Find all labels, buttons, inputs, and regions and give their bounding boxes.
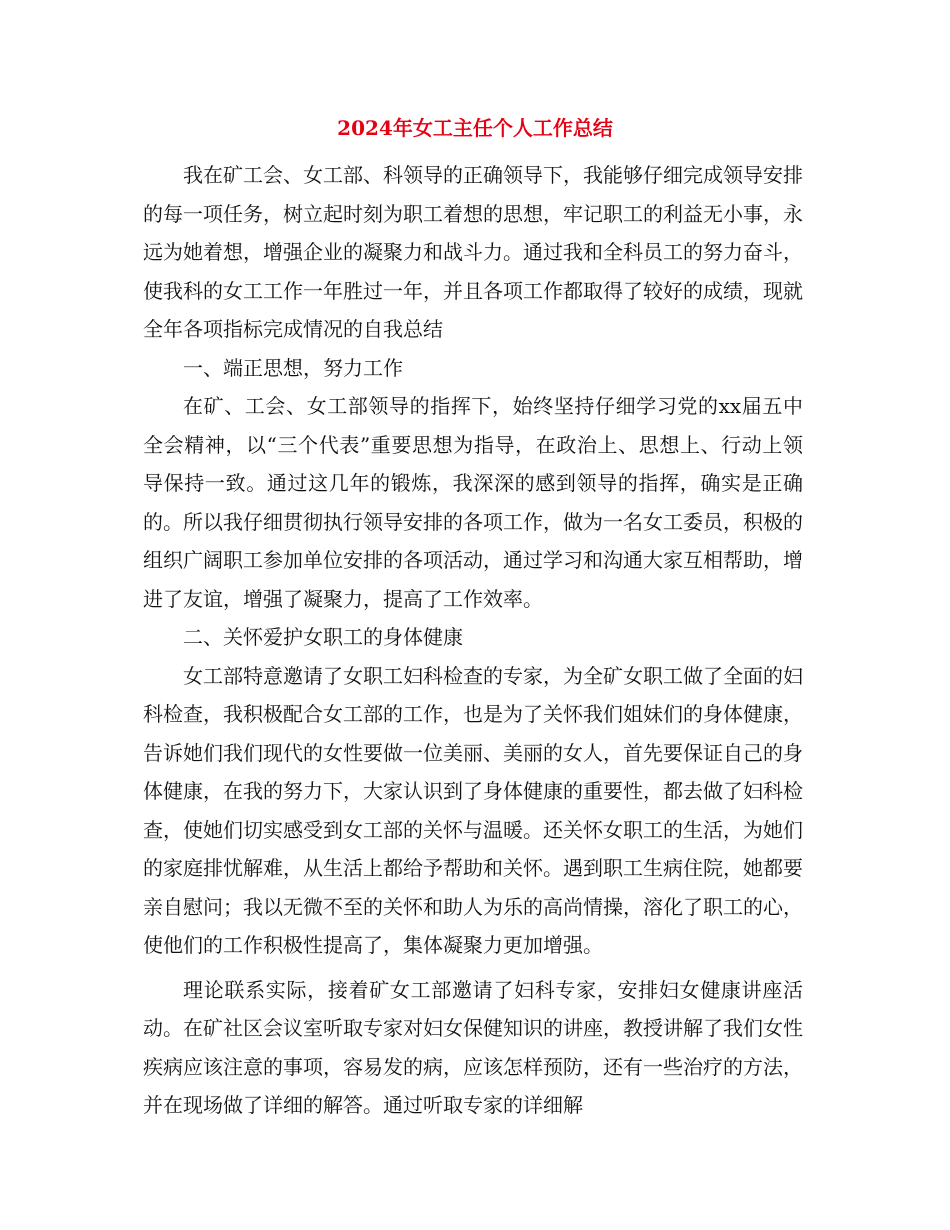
document-body <box>143 156 803 1125</box>
paragraph-health-lecture: 理论联系实际，接着矿女工部邀请了妇科专家，安排妇女健康讲座活动。在矿社区会议室听取专家对妇女保健知识的讲座，教授讲解了我们女性疾病应该注意的事项，容易发的病，应该怎样预防，还有一些治疗的方法，并在现场做了详细的解答。通过听取专家的详细解 <box>143 977 803 1117</box>
section-heading-2: 二、关怀爱护女职工的身体健康 <box>183 625 463 649</box>
paragraph-intro: 我在矿工会、女工部、科领导的正确领导下，我能够仔细完成领导安排的每一项任务，树立起时刻为职工着想的思想，牢记职工的利益无小事，永远为她着想，增强企业的凝聚力和战斗力。通过我和全科员工的努力奋斗，使我科的女工工作一年胜过一年，并且各项工作都取得了较好的成绩，现就全年各项指标完成情况的自我总结 <box>143 163 803 341</box>
paragraph-section-1: 在矿、工会、女工部领导的指挥下，始终坚持仔细学习党的xx届五中全会精神，以“三个代表”重要思想为指导，在政治上、思想上、行动上领导保持一致。通过这几年的锻炼，我深深的感到领导的指挥，确实是正确的。所以我仔细贯彻执行领导安排的各项工作，做为一名女工委员，积极的组织广阔职工参加单位安排的各项活动，通过学习和沟通大家互相帮助，增进了友谊，增强了凝聚力，提高了工作效率。 <box>143 394 803 611</box>
paragraph-section-2: 女工部特意邀请了女职工妇科检查的专家，为全矿女职工做了全面的妇科检查，我积极配合女工部的工作，也是为了关怀我们姐妹们的身体健康，告诉她们我们现代的女性要做一位美丽、美丽的女人，首先要保证自己的身体健康，在我的努力下，大家认识到了身体健康的重要性，都去做了妇科检查，使她们切实感受到女工部的关怀与温暖。还关怀女职工的生活，为她们的家庭排忧解难，从生活上都给予帮助和关怀。遇到职工生病住院，她都要亲自慰问；我以无微不至的关怀和助人为乐的高尚情操，溶化了职工的心，使他们的工作积极性提高了，集体凝聚力更加增强。 <box>143 663 803 957</box>
section-heading-1: 一、端正思想，努力工作 <box>183 355 403 380</box>
document-title: 2024年女工主任个人工作总结 <box>337 116 613 140</box>
